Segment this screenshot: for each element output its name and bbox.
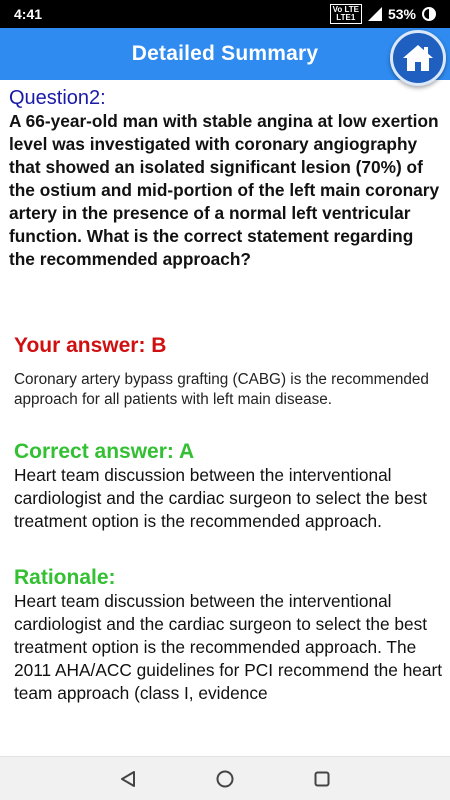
system-nav-bar [0, 756, 450, 800]
nav-back-button[interactable] [108, 759, 148, 799]
home-icon [401, 43, 435, 73]
volte-bottom-label: LTE1 [336, 13, 356, 22]
question-text: A 66-year-old man with stable angina at low exertion level was investigated with coronary angiography that showed an isolated significant lesion (70%) of the ostium and mid-portion of the left main coronary artery in the presence of a normal left ventricular function. What is the correct statement regarding the recommended approach? [9, 111, 440, 269]
correct-answer-text: Heart team discussion between the interventional cardiologist and the cardiac surgeon to select the best treatment option is the recommended approach. [14, 465, 428, 531]
nav-home-button[interactable] [205, 759, 245, 799]
volte-top-label: Vo LTE [332, 5, 359, 14]
recents-square-icon [313, 770, 331, 788]
status-time: 4:41 [14, 6, 43, 22]
correct-answer-label: Correct answer: A [14, 440, 195, 463]
signal-icon [368, 7, 382, 21]
battery-saver-icon [422, 7, 436, 21]
your-answer-text: Coronary artery bypass grafting (CABG) is the recommended approach for all patients with left main disease. [14, 371, 429, 408]
back-triangle-icon [119, 770, 137, 788]
rationale-label: Rationale: [14, 566, 116, 589]
page-title: Detailed Summary [131, 42, 319, 65]
status-icons [330, 4, 436, 24]
app-bar [0, 28, 450, 80]
nav-recents-button[interactable] [302, 759, 342, 799]
rationale-text: Heart team discussion between the interventional cardiologist and the cardiac surgeon to select the best treatment option is the recommended approach. The 2011 AHA/ACC guidelines for PCI recommend the heart team approach (class I, evidence [14, 591, 443, 703]
home-button[interactable] [390, 30, 446, 86]
battery-percent: 53% [387, 6, 416, 22]
home-circle-icon [215, 769, 235, 789]
question-heading: Question2: [9, 87, 106, 109]
your-answer-label: Your answer: B [14, 334, 167, 357]
status-bar [0, 0, 450, 28]
volte-icon [330, 4, 362, 24]
summary-content[interactable] [0, 84, 450, 756]
